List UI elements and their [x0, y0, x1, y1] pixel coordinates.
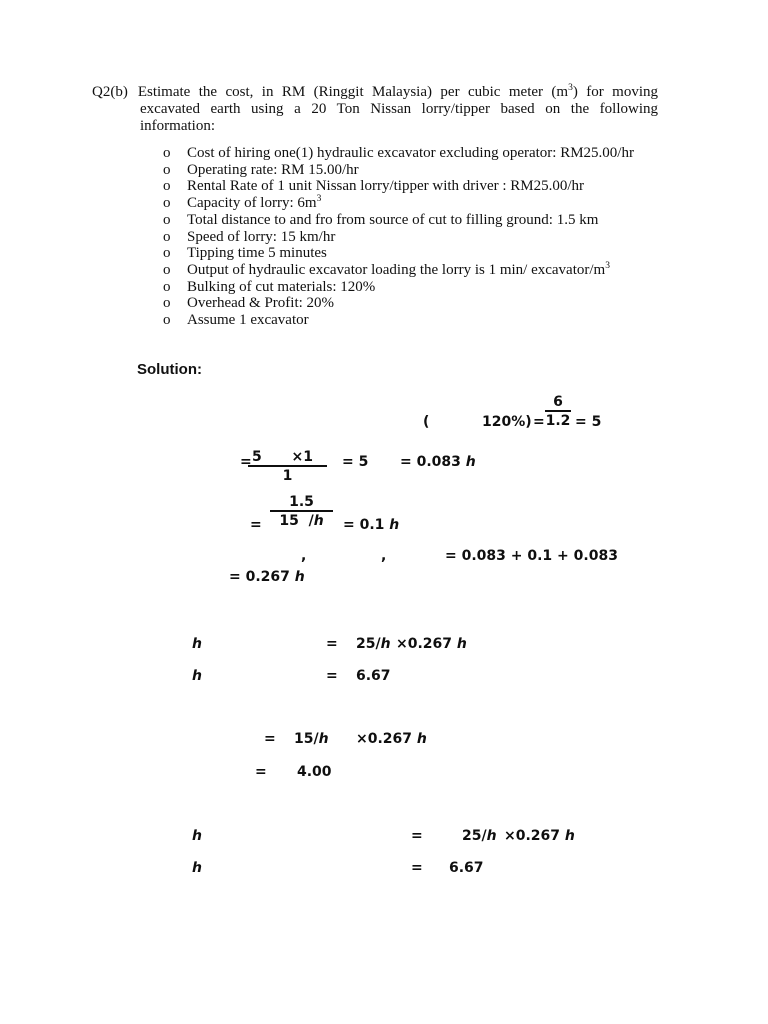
math-line2-result: = 0.083 ℎ [400, 454, 476, 470]
solution-heading: Solution: [137, 361, 202, 378]
block1-row2-lead: ℎ [192, 668, 202, 684]
block3-row2-value: 6.67 [449, 860, 484, 876]
bullet-item [163, 162, 703, 179]
block1-row2-equals: = [326, 668, 338, 684]
fraction-numerator [248, 449, 327, 467]
numerator-right: ×1 [291, 449, 313, 465]
bullet-text [187, 195, 703, 212]
bullet-item [163, 262, 703, 279]
bullet-text-main: Total distance to and fro from source of cut to filling ground: 1.5 km [187, 211, 599, 228]
bullet-superscript: 3 [605, 260, 610, 271]
block3-row2-equals: = [411, 860, 423, 876]
bullet-text-main: Assume 1 excavator [187, 312, 309, 329]
fraction-denominator: 15 /ℎ [279, 513, 324, 529]
math-line4-sum: = 0.083 + 0.1 + 0.083 [445, 548, 618, 564]
bullet-text-main: Capacity of lorry: 6m [187, 195, 317, 212]
block1-row1-equals: = [326, 636, 338, 652]
block1-row1-rate: 25/ℎ [356, 636, 391, 652]
block2-row2-value: 4.00 [297, 764, 332, 780]
question-superscript: 3 [568, 83, 573, 93]
math-line4-comma1: , [301, 548, 307, 564]
bullet-text [187, 262, 703, 279]
math-line1-open-paren: ( [423, 414, 430, 430]
bullet-item [163, 279, 703, 296]
bullet-marker: o [163, 161, 171, 178]
bullet-list [163, 145, 703, 329]
fraction-denominator: 1 [282, 468, 293, 484]
numerator-left: 5 [252, 449, 262, 465]
math-line1-percent: 120%) [482, 414, 532, 430]
block1-row1-lead: ℎ [192, 636, 202, 652]
bullet-marker: o [163, 145, 171, 161]
fraction-denominator: 1.2 [545, 413, 571, 429]
bullet-text [187, 162, 703, 179]
question-label: Q2(b) [92, 84, 128, 100]
block3-row2-lead: ℎ [192, 860, 202, 876]
bullet-text [187, 245, 703, 262]
bullet-text-main: Cost of hiring one(1) hydraulic excavator excluding operator: RM25.00/hr [187, 145, 634, 161]
bullet-item [163, 145, 703, 162]
bullet-text [187, 229, 703, 246]
bullet-item [163, 195, 703, 212]
bullet-marker: o [163, 295, 171, 312]
bullet-text-main: Overhead & Profit: 20% [187, 295, 335, 312]
question-paragraph [92, 84, 658, 134]
bullet-text [187, 145, 703, 162]
math-line3-fraction [270, 494, 333, 529]
bullet-marker: o [163, 211, 171, 228]
math-line4-comma2: , [381, 548, 387, 564]
bullet-item [163, 229, 703, 246]
bullet-item [163, 295, 703, 312]
math-line2-mid-result: = 5 [342, 454, 369, 470]
block3-row1-equals: = [411, 828, 423, 844]
bullet-text [187, 178, 703, 195]
bullet-text [187, 295, 703, 312]
block1-row2-value: 6.67 [356, 668, 391, 684]
block3-row1-mult: ×0.267 ℎ [504, 828, 575, 844]
bullet-item [163, 245, 703, 262]
bullet-text-main: Speed of lorry: 15 km/hr [187, 228, 336, 245]
question-text: Estimate the cost, in RM (Ringgit Malaysia) per cubic meter (m [137, 84, 569, 100]
bullet-text [187, 312, 703, 329]
block2-row1-mult: ×0.267 ℎ [356, 731, 427, 747]
bullet-marker: o [163, 245, 171, 262]
bullet-item [163, 212, 703, 229]
math-line2-equals: = [240, 454, 252, 470]
bullet-marker: o [163, 261, 171, 278]
math-line1-equals: = [533, 414, 545, 430]
bullet-marker: o [163, 278, 171, 295]
block2-row2-equals: = [255, 764, 267, 780]
fraction-numerator: 6 [545, 394, 571, 412]
bullet-text-main: Operating rate: RM 15.00/hr [187, 161, 359, 178]
bullet-text-main: Rental Rate of 1 unit Nissan lorry/tipper with driver : RM25.00/hr [187, 178, 585, 195]
math-line2-fraction [248, 449, 327, 484]
bullet-superscript: 3 [316, 194, 322, 205]
bullet-marker: o [163, 228, 171, 245]
bullet-marker: o [163, 195, 171, 212]
bullet-marker: o [163, 312, 171, 329]
bullet-item [163, 312, 703, 329]
bullet-item [163, 178, 703, 195]
question-text-tail: ) for moving excavated earth using a 20 Ton Nissan lorry/tipper based on the following information: [140, 84, 658, 134]
math-line3-result: = 0.1 ℎ [343, 517, 400, 533]
bullet-text-main: Output of hydraulic excavator loading the lorry is 1 min/ excavator/m [187, 261, 606, 278]
block1-row1-mult: ×0.267 ℎ [396, 636, 467, 652]
bullet-text [187, 279, 703, 296]
math-line3-equals: = [250, 517, 262, 533]
math-line1-result: = 5 [575, 414, 602, 430]
fraction-numerator: 1.5 [270, 494, 333, 512]
bullet-text-main: Bulking of cut materials: 120% [187, 278, 376, 295]
block2-row1-equals: = [264, 731, 276, 747]
block3-row1-lead: ℎ [192, 828, 202, 844]
block2-row1-rate: 15/ℎ [294, 731, 329, 747]
block3-row1-rate: 25/ℎ [462, 828, 497, 844]
math-line4-total: = 0.267 ℎ [229, 569, 305, 585]
bullet-text [187, 212, 703, 229]
bullet-marker: o [163, 178, 171, 195]
bullet-text-main: Tipping time 5 minutes [187, 245, 327, 262]
math-line1-fraction [545, 394, 571, 429]
